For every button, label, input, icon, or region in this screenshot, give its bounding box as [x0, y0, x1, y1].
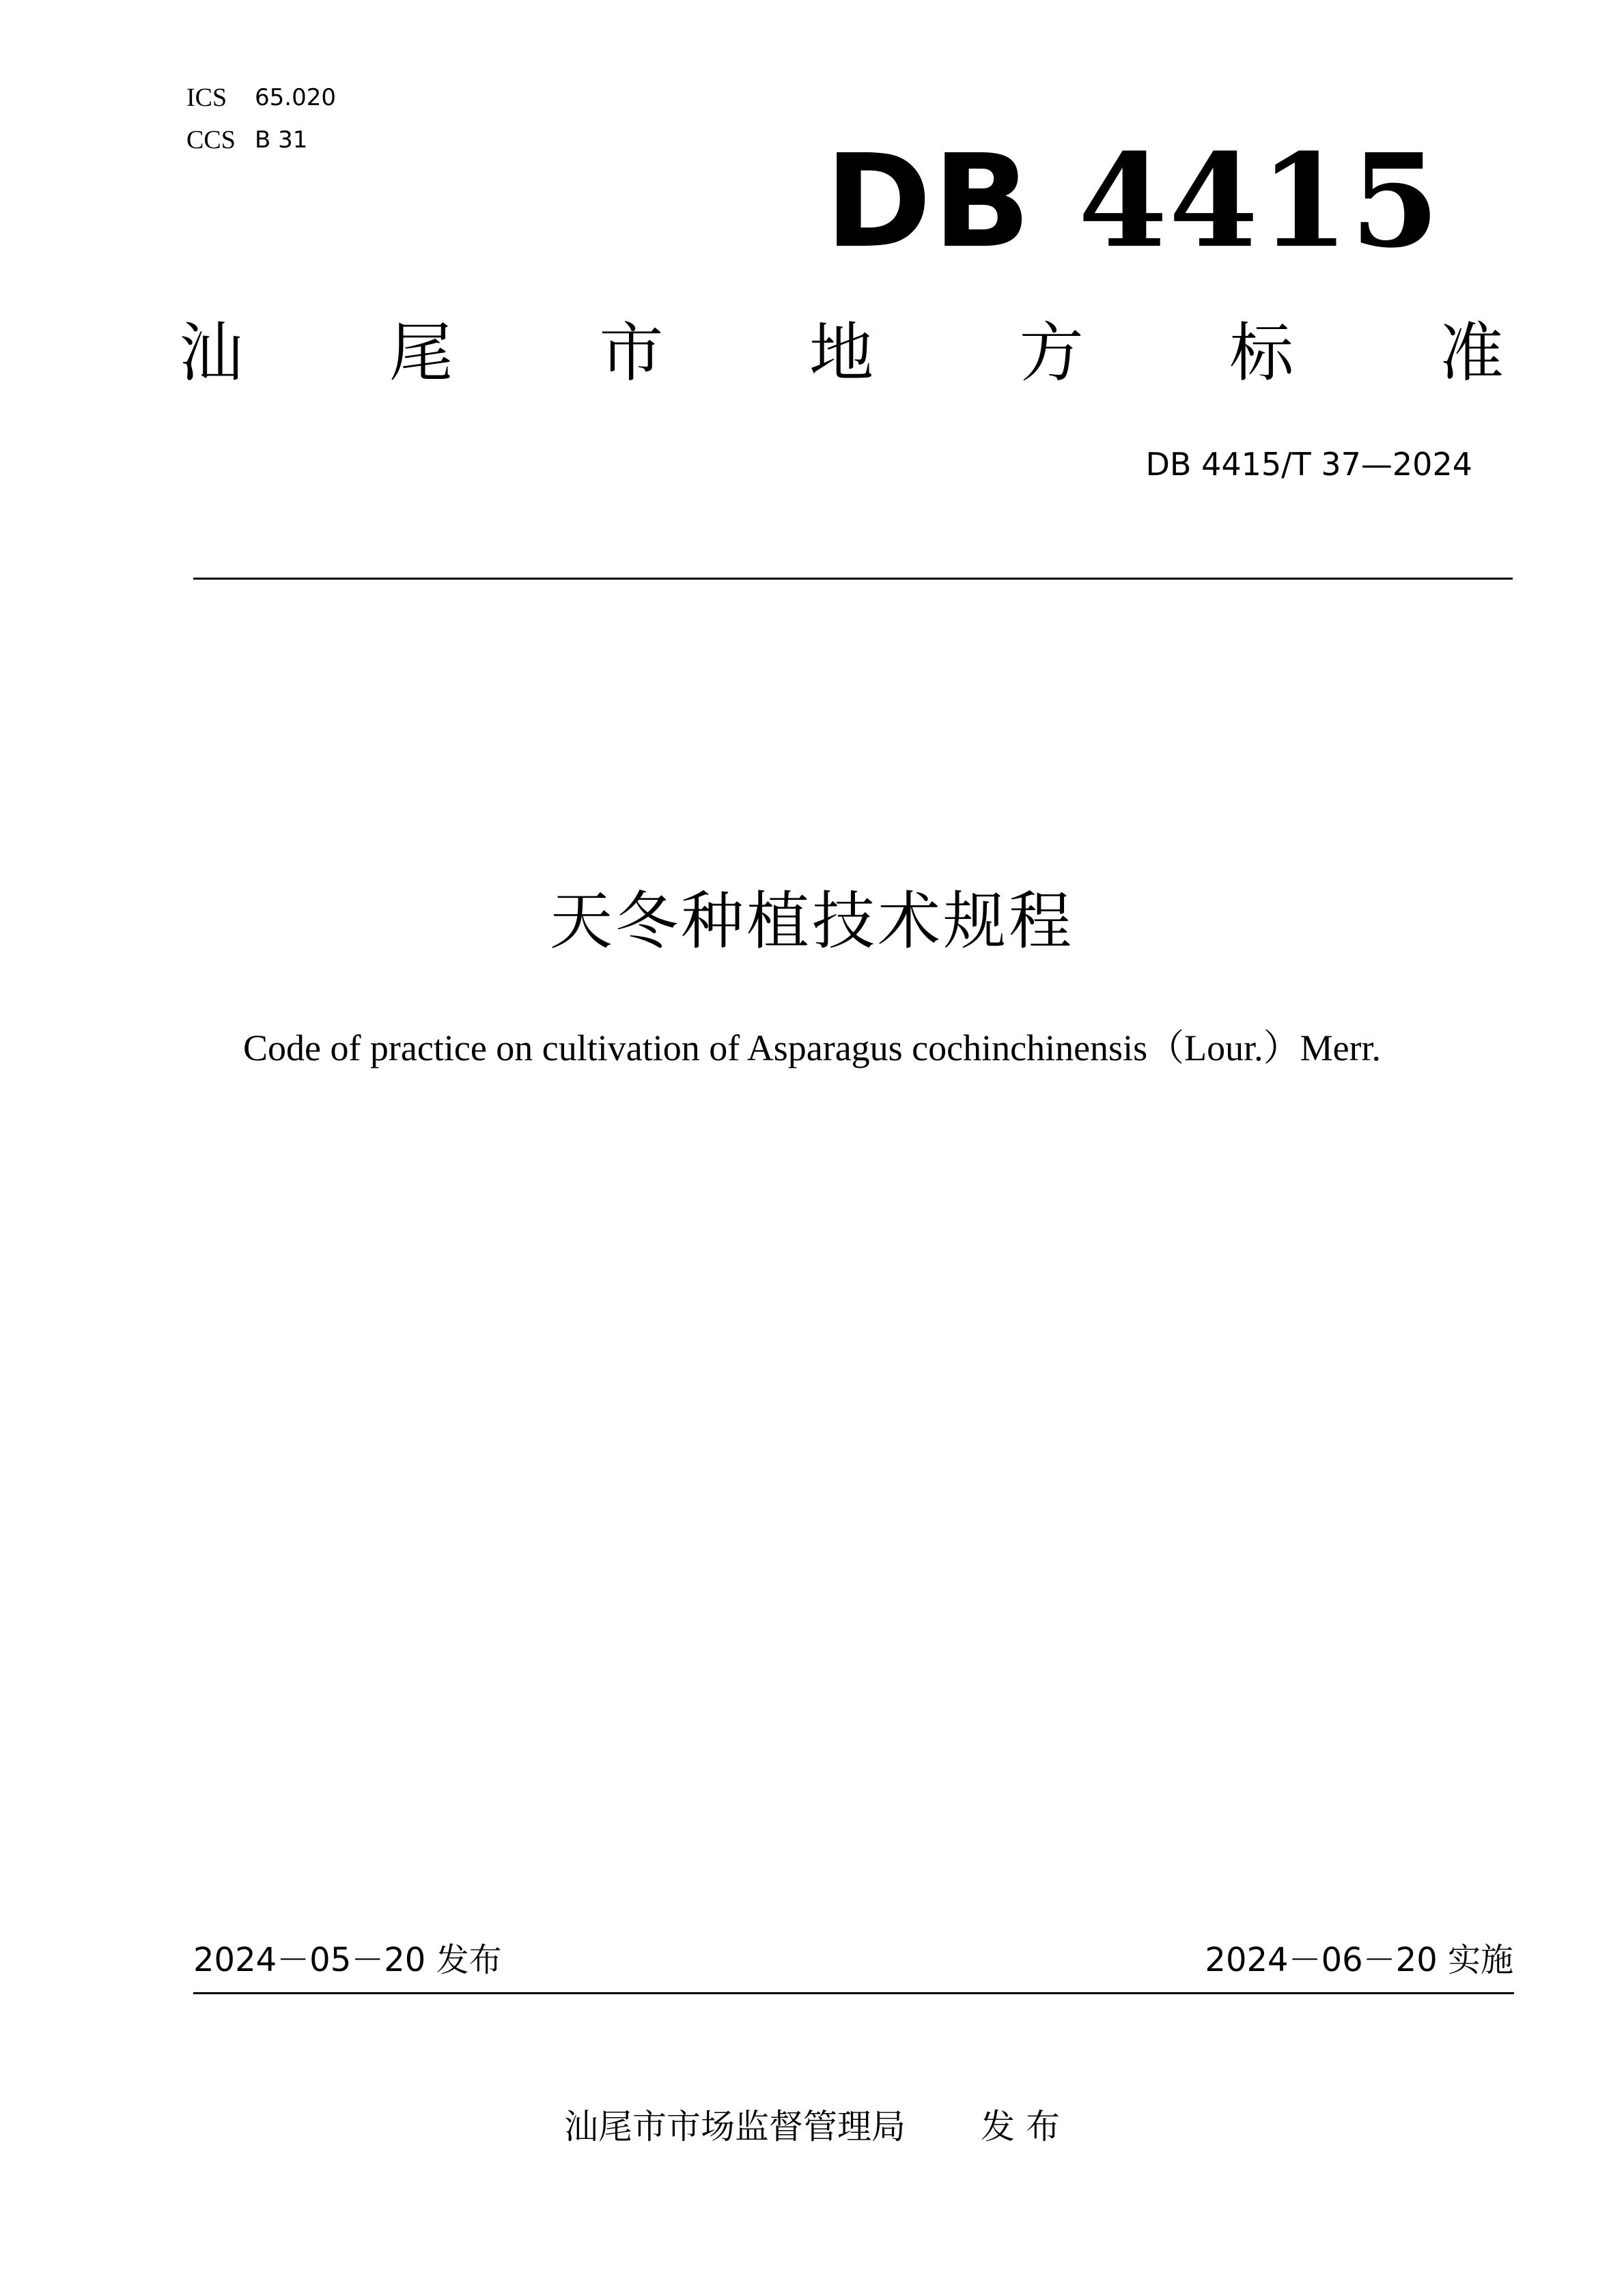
top-divider: [193, 578, 1513, 580]
issuer-organization: 汕尾市市场监督管理局: [564, 2107, 906, 2146]
ccs-label: CCS: [186, 126, 236, 154]
ccs-row: [186, 119, 336, 161]
classification-codes: [186, 76, 336, 161]
issuer: [0, 2103, 1624, 2151]
standard-mark: [824, 126, 1441, 277]
issue-date: 2024－05－20 发布: [193, 1941, 502, 1979]
bottom-divider: [193, 1992, 1514, 1994]
ics-label: ICS: [186, 83, 227, 112]
document-title-chinese: 天冬种植技术规程: [549, 885, 1074, 958]
standard-category-char: 准: [1439, 316, 1504, 391]
standard-category-char: 尾: [389, 316, 453, 391]
standard-category-char: 市: [599, 316, 664, 391]
standard-category-char: 地: [809, 316, 873, 391]
ics-value: 65.020: [255, 84, 336, 111]
implementation-date: 2024－06－20 实施: [1205, 1941, 1513, 1979]
standard-category-char: 汕: [179, 316, 244, 391]
standard-mark-code: 4415: [1078, 126, 1441, 277]
standard-mark-prefix: DB: [824, 127, 1033, 277]
ics-row: [186, 76, 336, 119]
standard-number: DB 4415/T 37—2024: [1145, 446, 1472, 483]
document-title-english: Code of practice on cultivation of Asparagus cochinchinensis（Lour.）Merr.: [242, 1027, 1382, 1068]
ccs-value: B 31: [255, 126, 308, 154]
standard-category-char: 方: [1019, 316, 1084, 391]
issuer-action: 发 布: [981, 2107, 1060, 2146]
standard-category-char: 标: [1229, 316, 1294, 391]
standard-category: [179, 313, 1504, 395]
